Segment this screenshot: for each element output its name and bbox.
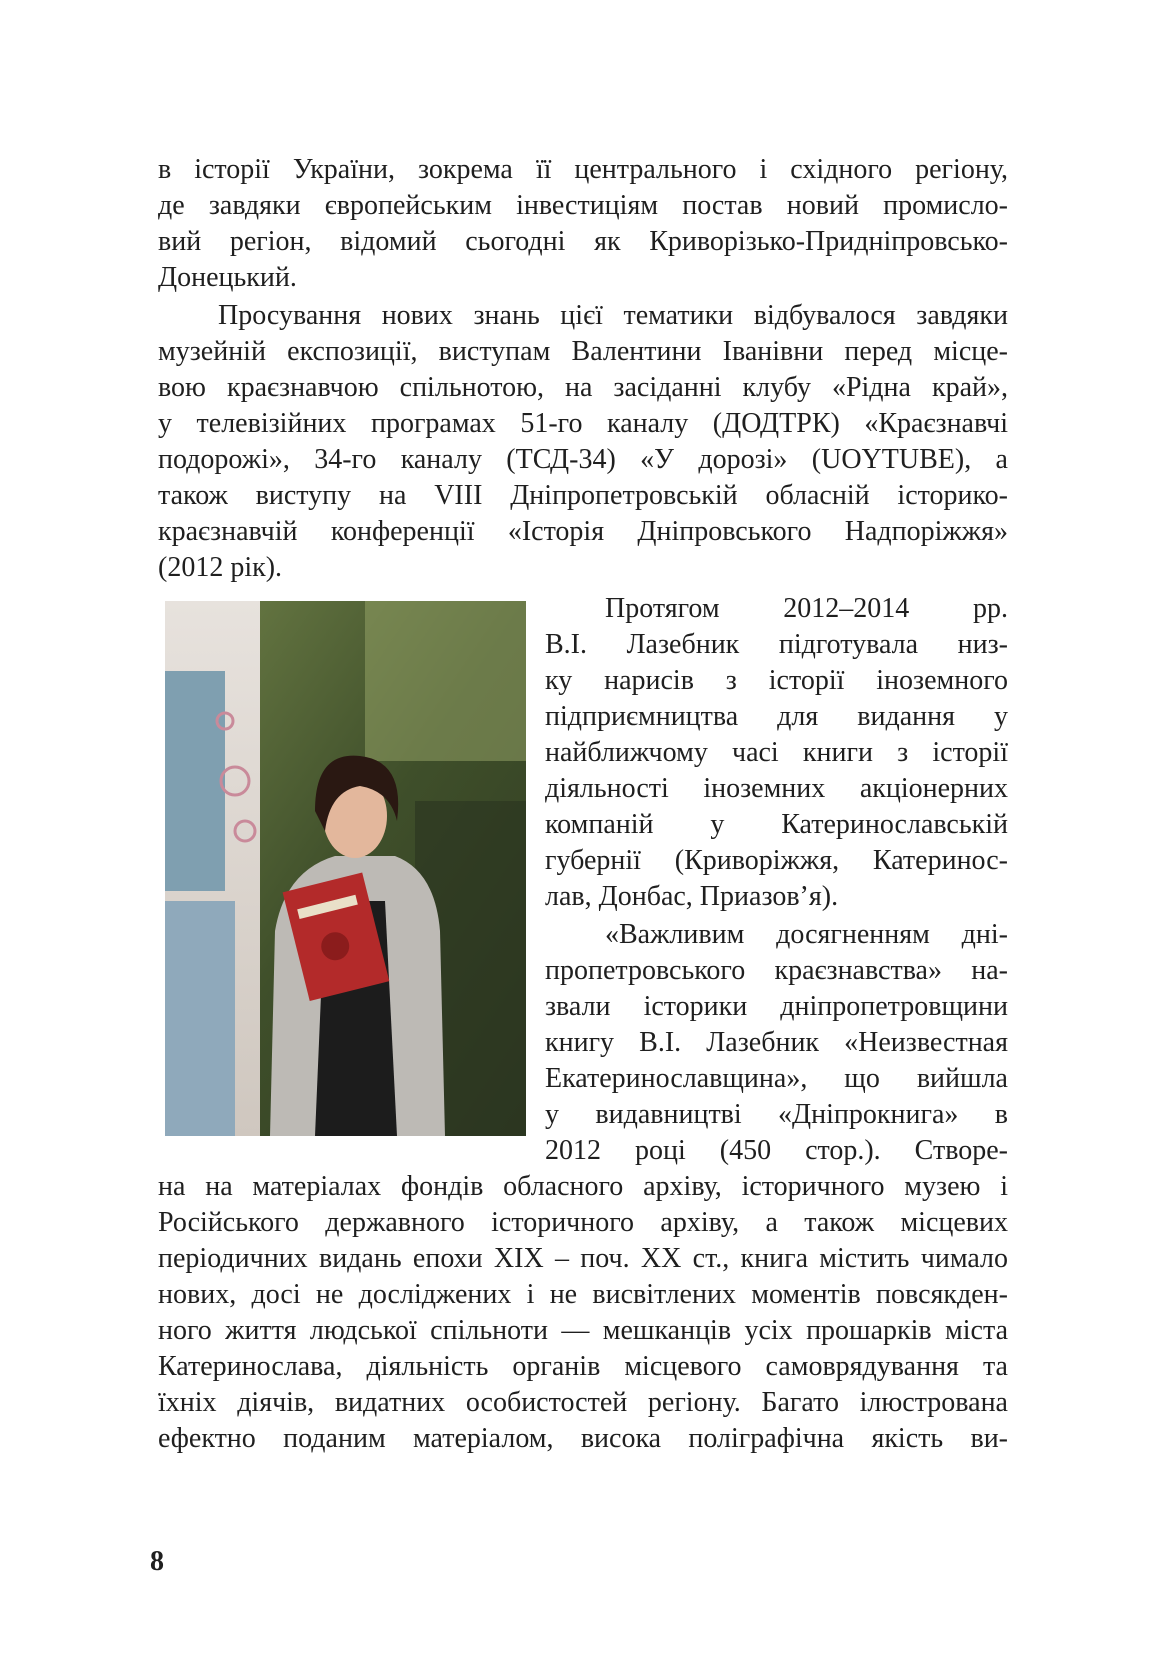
text-line: вий регіон, відомий сьогодні як Криворізько-Придніпровсько- bbox=[158, 226, 1008, 257]
text-line: губернії (Криворіжжя, Катеринос- bbox=[545, 845, 1008, 876]
text-line: Катеринослава, діяльність органів місцевого самоврядування та bbox=[158, 1351, 1008, 1382]
text-line: їхніх діячів, видатних особистостей регіону. Багато ілюстрована bbox=[158, 1387, 1008, 1418]
text-line: (2012 рік). bbox=[158, 552, 283, 583]
text-line: де завдяки європейським інвестиціям постав новий промисло- bbox=[158, 190, 1008, 221]
text-line: звали історики дніпропетровщини bbox=[545, 991, 1008, 1022]
page-number: 8 bbox=[150, 1546, 164, 1577]
text-line: також виступу на VIII Дніпропетровській обласній історико- bbox=[158, 480, 1008, 511]
text-line: ефектно поданим матеріалом, висока поліграфічна якість ви- bbox=[158, 1423, 1008, 1454]
text-line: діяльності іноземних акціонерних bbox=[545, 773, 1008, 804]
text-line: Екатеринославщина», що вийшла bbox=[545, 1063, 1008, 1094]
text-line: підприємництва для видання у bbox=[545, 701, 1008, 732]
text-line: періодичних видань епохи XIX – поч. XX ст., книга містить чимало bbox=[158, 1243, 1008, 1274]
portrait-photo bbox=[165, 601, 526, 1136]
text-line: подорожі», 34-го каналу (ТСД-34) «У дорозі» (UOYTUBE), а bbox=[158, 444, 1008, 475]
text-line: Донецький. bbox=[158, 262, 297, 293]
text-line: Просування нових знань цієї тематики відбувалося завдяки bbox=[218, 300, 1008, 331]
text-line: на на матеріалах фондів обласного архіву, історичного музею і bbox=[158, 1171, 1008, 1202]
text-line: нових, досі не досліджених і не висвітлених моментів повсякден- bbox=[158, 1279, 1008, 1310]
text-line: в історії України, зокрема її центрального і східного регіону, bbox=[158, 154, 1008, 185]
text-line: у видавництві «Дніпрокнига» в bbox=[545, 1099, 1008, 1130]
text-line: ку нарисів з історії іноземного bbox=[545, 665, 1008, 696]
text-line: найближчому часі книги з історії bbox=[545, 737, 1008, 768]
text-line: музейній експозиції, виступам Валентини Іванівни перед місце- bbox=[158, 336, 1008, 367]
text-line: 2012 році (450 стор.). Створе- bbox=[545, 1135, 1008, 1166]
text-line: краєзнавчій конференції «Історія Дніпровського Надпоріжжя» bbox=[158, 516, 1008, 547]
portrait-photo-illustration bbox=[165, 601, 526, 1136]
text-line: книгу В.І. Лазебник «Неизвестная bbox=[545, 1027, 1008, 1058]
text-line: пропетровського краєзнавства» на- bbox=[545, 955, 1008, 986]
text-line: у телевізійних програмах 51-го каналу (ДОДТРК) «Краєзнавчі bbox=[158, 408, 1008, 439]
text-line: Протягом 2012–2014 рр. bbox=[605, 593, 1008, 624]
text-line: Російського державного історичного архіву, а також місцевих bbox=[158, 1207, 1008, 1238]
text-line: компаній у Катеринославській bbox=[545, 809, 1008, 840]
text-line: ного життя людської спільноти — мешканців усіх прошарків міста bbox=[158, 1315, 1008, 1346]
text-line: В.І. Лазебник підготувала низ- bbox=[545, 629, 1008, 660]
text-line: лав, Донбас, Приазов’я). bbox=[545, 881, 839, 912]
text-line: «Важливим досягненням дні- bbox=[605, 919, 1008, 950]
text-line: вою краєзнавчою спільнотою, на засіданні клубу «Рідна край», bbox=[158, 372, 1008, 403]
